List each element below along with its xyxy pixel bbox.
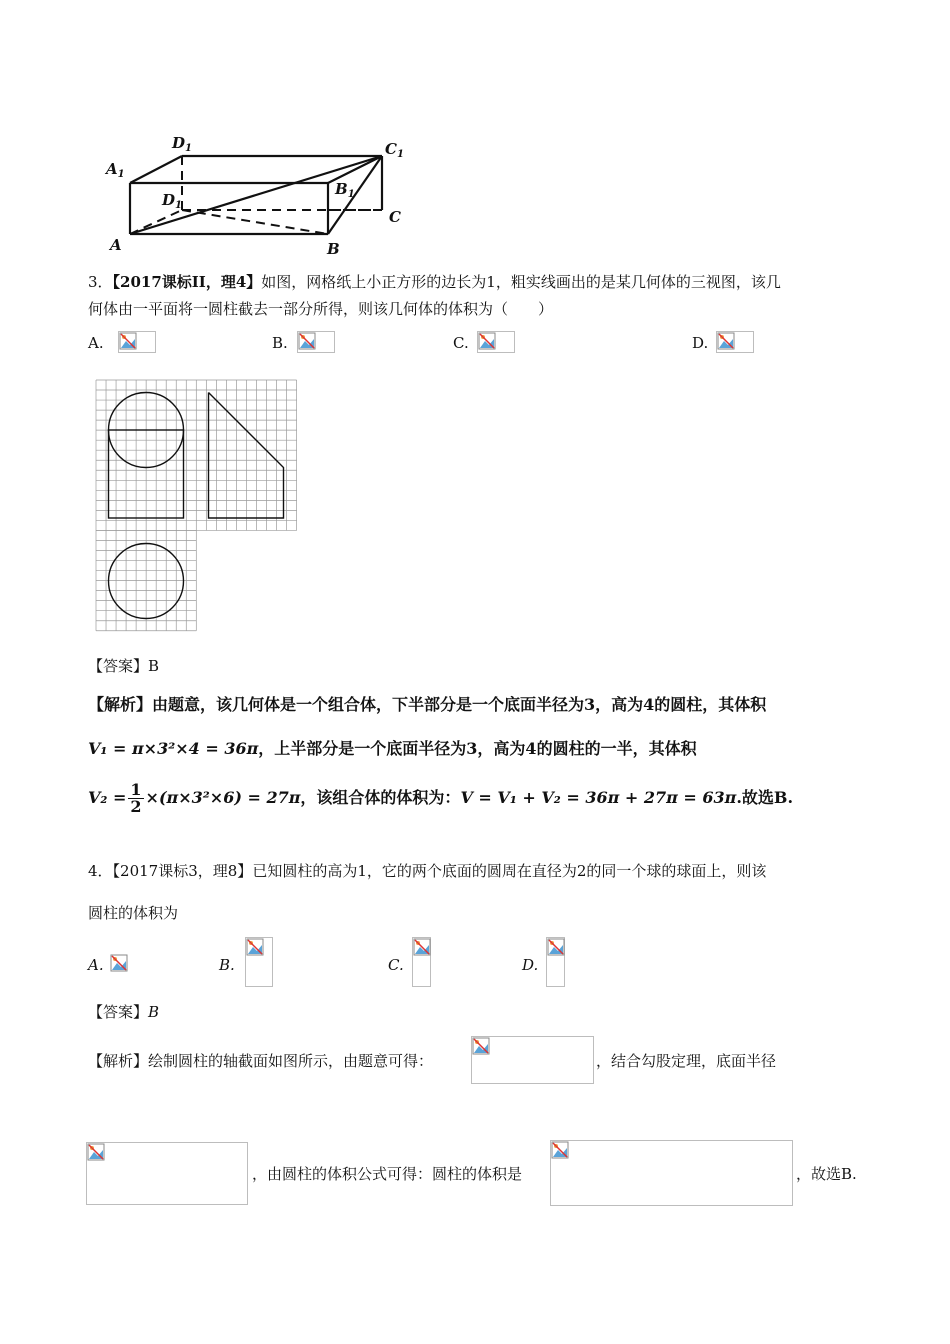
- label-c1: $C_1$: [385, 140, 404, 160]
- label-c: C: [389, 208, 401, 226]
- cuboid-figure: [100, 130, 420, 260]
- q4-equation1-image: [471, 1036, 594, 1084]
- q4-option-a: A.: [88, 956, 104, 974]
- broken-image-icon: [298, 332, 316, 350]
- label-a1: $A_1$: [106, 160, 125, 180]
- q3-number: 3．: [88, 273, 113, 291]
- q3-text1: 如图，网格纸上小正方形的边长为1，粗实线画出的是某几何体的三视图，该几: [261, 273, 781, 291]
- q3-analysis-text1: 由题意，该几何体是一个组合体，下半部分是一个底面半径为3，高为4的圆柱，其体积: [152, 695, 767, 714]
- q3-analysis-line2: [88, 738, 697, 760]
- q3-option-a-image: [118, 331, 156, 353]
- fraction-denominator: 2: [130, 797, 142, 816]
- q4-answer: [88, 1001, 159, 1023]
- q4-option-b-image: [245, 937, 273, 987]
- q3-analysis-text2: ，上半部分是一个底面半径为3，高为4的圆柱的一半，其体积: [258, 739, 697, 758]
- broken-image-icon: [551, 1141, 569, 1159]
- q3-option-c: C.: [453, 334, 469, 352]
- q3-option-a: A.: [88, 334, 104, 352]
- q3-answer-value: B: [148, 657, 160, 675]
- q3-analysis-label: 【解析】: [88, 695, 153, 714]
- q3-equation3: V = V₁ + V₂ = 36π + 27π = 63π: [460, 788, 737, 807]
- q4-analysis-text1: 绘制圆柱的轴截面如图所示，由题意可得：: [148, 1052, 434, 1070]
- q4-analysis-line3: ，由圆柱的体积公式可得：圆柱的体积是: [252, 1165, 523, 1183]
- q4-option-c-image: [412, 937, 431, 987]
- broken-image-icon: [119, 332, 137, 350]
- q4-option-b: B.: [219, 956, 235, 974]
- q4-option-a-image: [110, 954, 128, 972]
- q3-option-b: B.: [272, 334, 288, 352]
- label-d: $D_1$: [162, 191, 182, 211]
- broken-image-icon: [413, 938, 431, 956]
- q4-analysis-line2: ，结合勾股定理，底面半径: [596, 1052, 777, 1070]
- q3-line1: [88, 271, 781, 293]
- q3-analysis-text4: .故选B.: [736, 788, 794, 807]
- q4-source: 【2017课标3，理8】: [112, 862, 253, 880]
- broken-image-icon: [547, 938, 565, 956]
- q4-line2: 圆柱的体积为: [88, 904, 179, 922]
- q4-answer-label: 【答案】: [88, 1003, 149, 1021]
- q3-answer: [88, 655, 159, 677]
- broken-image-icon: [717, 332, 735, 350]
- q3-source: 【2017课标II，理4】: [112, 273, 262, 291]
- q4-text1: 已知圆柱的高为1，它的两个底面的圆周在直径为2的同一个球的球面上，则该: [252, 862, 767, 880]
- q3-line2: 何体由一平面将一圆柱截去一部分所得，则该几何体的体积为（ ）: [88, 300, 554, 318]
- label-b1: $B_1$: [335, 180, 355, 200]
- q3-equation2-prefix: V₂ =: [88, 788, 127, 807]
- q3-option-b-image: [297, 331, 335, 353]
- broken-image-icon: [87, 1143, 105, 1161]
- q4-option-d-image: [546, 937, 565, 987]
- q4-line1: [88, 860, 766, 882]
- q4-equation3-image: [550, 1140, 793, 1206]
- q3-option-c-image: [477, 331, 515, 353]
- fraction-numerator: 1: [130, 780, 142, 799]
- q4-option-d: D.: [522, 956, 539, 974]
- q3-equation2-rest: ×(π×3²×6) = 27π: [145, 788, 301, 807]
- q3-equation1: V₁ = π×3²×4 = 36π: [88, 739, 259, 758]
- broken-image-icon: [246, 938, 264, 956]
- q4-number: 4．: [88, 862, 113, 880]
- q3-equation2-fraction: [128, 782, 143, 815]
- three-view-figure: [94, 378, 298, 634]
- broken-image-icon: [478, 332, 496, 350]
- q3-answer-label: 【答案】: [88, 657, 149, 675]
- q3-option-d: D.: [692, 334, 709, 352]
- label-a: A: [110, 236, 122, 254]
- broken-image-icon: [472, 1037, 490, 1055]
- q4-equation2-image: [86, 1142, 248, 1205]
- q4-option-c: C.: [388, 956, 404, 974]
- broken-image-icon: [110, 954, 128, 972]
- label-d1: $D_1$: [172, 134, 192, 154]
- q4-analysis-line4: ，故选B.: [796, 1165, 857, 1183]
- q4-analysis-label: 【解析】: [88, 1052, 149, 1070]
- q3-analysis-line3: [88, 778, 793, 818]
- q3-analysis-line1: [88, 694, 766, 716]
- q3-analysis-text3: ，该组合体的体积为：: [300, 788, 461, 807]
- q3-option-d-image: [716, 331, 754, 353]
- q4-analysis-line1: [88, 1050, 433, 1072]
- label-b: B: [327, 240, 340, 258]
- q4-answer-value: B: [148, 1003, 160, 1021]
